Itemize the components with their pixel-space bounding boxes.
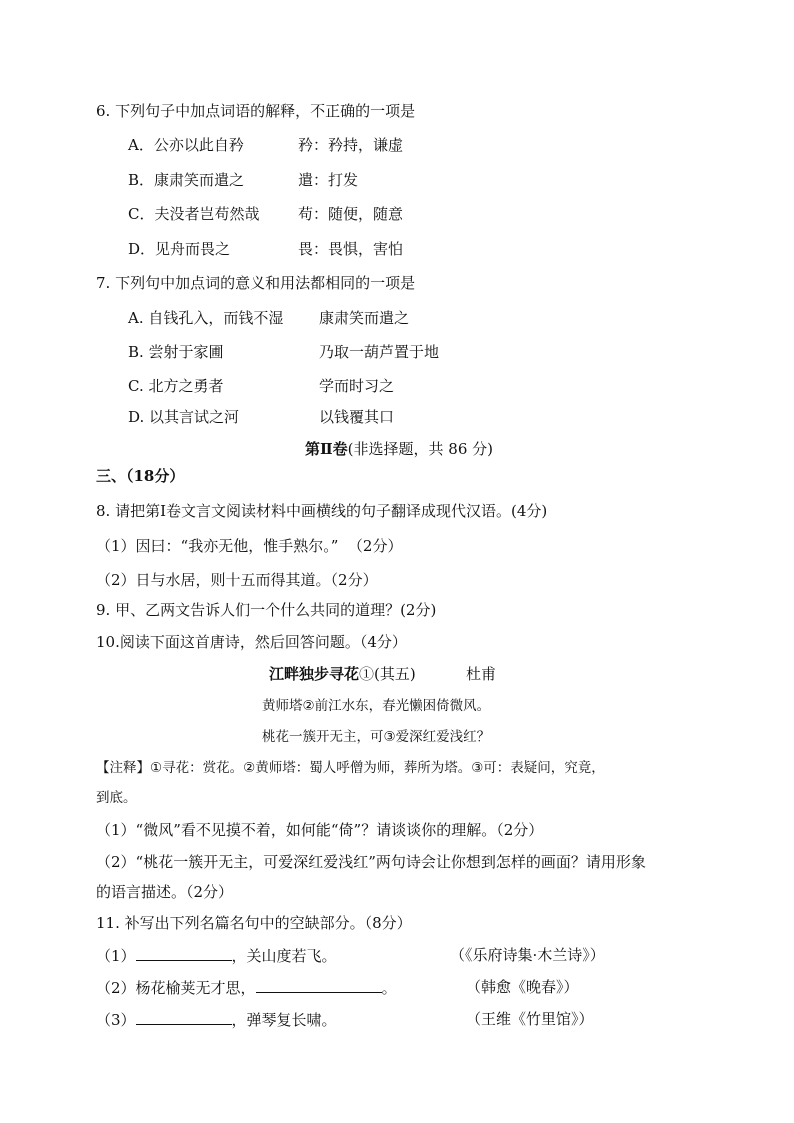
section-three-heading: 三、（18分） <box>96 467 185 485</box>
q6-option-d-gloss: 畏：畏惧，害怕 <box>298 240 404 258</box>
poem-title: 江畔独步寻花①(其五) <box>269 665 416 683</box>
q8-item-1: （1）因曰：“我亦无他，惟手熟尔。” （2分） <box>96 537 403 555</box>
poem-note-line-2: 到底。 <box>96 790 137 806</box>
q11-item-1: （1） ，关山度若飞。 <box>96 947 337 965</box>
poem-line-1: 黄师塔②前江水东，春光懒困倚微风。 <box>262 698 491 714</box>
q6-option-a-gloss: 矜：矜持，谦虚 <box>298 136 404 154</box>
fill-blank-3[interactable] <box>136 1009 232 1025</box>
poem-note-line-1: 【注释】①寻花：赏花。②黄师塔：蜀人呼僧为师，葬所为塔。③可：表疑问，究竟， <box>96 760 605 776</box>
q11-item-2: （2）杨花榆荚无才思， 。 <box>96 979 397 997</box>
q6-option-d: D．见舟而畏之 <box>128 240 231 258</box>
q11-stem: 11. 补写出下列名篇名句中的空缺部分。（8分） <box>96 914 412 932</box>
q7-option-a-compare: 康肃笑而遣之 <box>319 309 410 327</box>
q10-sub-2-line-2: 的语言描述。（2分） <box>96 883 234 901</box>
q7-option-d-compare: 以钱覆其口 <box>319 408 395 426</box>
q9-stem: 9. 甲、乙两文告诉人们一个什么共同的道理？(2分) <box>96 601 437 619</box>
q10-sub-1: （1）“微风”看不见摸不着，如何能“倚”？请谈谈你的理解。（2分） <box>96 821 544 839</box>
poem-line-2: 桃花一簇开无主，可③爱深红爱浅红？ <box>262 729 491 745</box>
q11-item-1-source: （《乐府诗集·木兰诗》） <box>450 946 605 964</box>
q7-option-a: A. 自钱孔入，而钱不湿 <box>128 309 284 327</box>
q7-stem: 7. 下列句中加点词的意义和用法都相同的一项是 <box>96 274 416 292</box>
q6-stem: 6. 下列句子中加点词语的解释，不正确的一项是 <box>96 102 416 120</box>
q7-option-c-compare: 学而时习之 <box>319 377 395 395</box>
fill-blank-1[interactable] <box>136 945 232 961</box>
q8-item-2: （2）日与水居，则十五而得其道。（2分） <box>96 571 378 589</box>
volume-two-heading: 第Ⅱ卷(非选择题，共 86 分) <box>305 440 493 458</box>
q7-option-b-compare: 乃取一葫芦置于地 <box>319 343 440 361</box>
q7-option-c: C. 北方之勇者 <box>128 377 224 395</box>
q6-option-c: C．夫没者岂苟然哉 <box>128 205 260 223</box>
q7-option-d: D. 以其言试之河 <box>128 408 240 426</box>
q11-item-3-source: （王维《竹里馆》） <box>466 1010 594 1028</box>
q8-stem: 8. 请把第Ⅰ卷文言文阅读材料中画横线的句子翻译成现代汉语。(4分) <box>96 502 548 520</box>
q11-item-3: （3） ，弹琴复长啸。 <box>96 1011 337 1029</box>
poem-author: 杜甫 <box>466 665 497 683</box>
q11-item-2-source: （韩愈《晚春》） <box>466 978 579 996</box>
q6-option-c-gloss: 苟：随便，随意 <box>298 205 404 223</box>
q10-sub-2-line-1: （2）“桃花一簇开无主，可爱深红爱浅红”两句诗会让你想到怎样的画面？请用形象 <box>96 853 646 871</box>
q7-option-b: B. 尝射于家圃 <box>128 343 224 361</box>
q6-option-a: A．公亦以此自矜 <box>128 136 244 154</box>
q6-option-b-gloss: 遣：打发 <box>298 171 359 189</box>
q10-stem: 10.阅读下面这首唐诗，然后回答问题。（4分） <box>96 633 407 651</box>
q6-option-b: B．康肃笑而遣之 <box>128 171 245 189</box>
fill-blank-2[interactable] <box>256 977 382 993</box>
